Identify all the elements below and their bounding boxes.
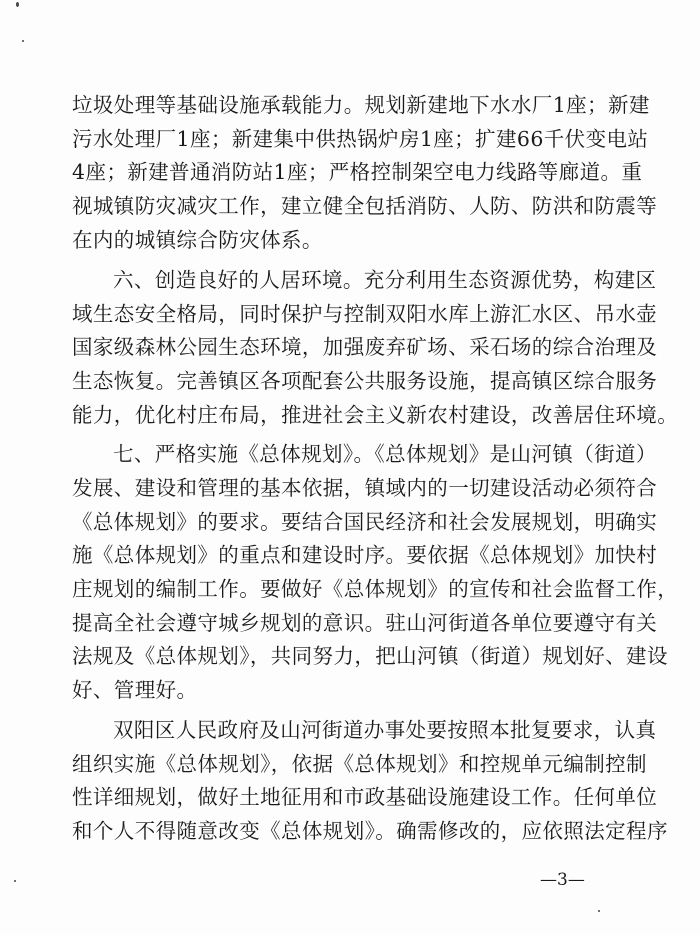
text-line: 组织实施《总体规划》，依据《总体规划》和控规单元编制控制 <box>72 752 647 776</box>
text-line: 提高全社会遵守城乡规划的意识。驻山河街道各单位要遵守有关 <box>72 611 658 635</box>
text-line: 好、管理好。 <box>72 678 198 702</box>
text-line: 4座；新建普通消防站1座；严格控制架空电力线路等廊道。重 <box>72 160 643 184</box>
page-number: —3— <box>540 870 585 890</box>
text-line: 国家级森林公园生态环境，加强废弃矿场、采石场的综合治理及 <box>72 335 658 359</box>
paragraph-heading-line: 七、严格实施《总体规划》。《总体规划》是山河镇（街道） <box>113 442 657 466</box>
scan-speck <box>598 910 600 912</box>
text-line: 《总体规划》的要求。要结合国民经济和社会发展规划，明确实 <box>72 510 658 534</box>
text-line: 庄规划的编制工作。要做好《总体规划》的宣传和社会监督工作， <box>72 577 679 601</box>
text-line: 在内的城镇综合防灾体系。 <box>72 228 323 252</box>
text-line: 能力，优化村庄布局，推进社会主义新农村建设，改善居住环境。 <box>72 403 679 427</box>
text-line: 生态恢复。完善镇区各项配套公共服务设施，提高镇区综合服务 <box>72 369 658 393</box>
text-line: 施《总体规划》的重点和建设时序。要依据《总体规划》加快村 <box>72 543 658 567</box>
text-line: 法规及《总体规划》，共同努力，把山河镇（街道）规划好、建设 <box>72 644 668 668</box>
scan-speck <box>14 880 16 882</box>
text-line: 视城镇防灾减灾工作，建立健全包括消防、人防、防洪和防震等 <box>72 194 658 218</box>
text-line: 污水处理厂1座；新建集中供热锅炉房1座；扩建66千伏变电站 <box>72 127 649 151</box>
scan-speck <box>22 40 24 42</box>
text-line: 和个人不得随意改变《总体规划》。确需修改的，应依照法定程序 <box>72 819 668 843</box>
text-line: 垃圾处理等基础设施承载能力。规划新建地下水水厂1座；新建 <box>72 93 650 117</box>
paragraph-first-line: 双阳区人民政府及山河街道办事处要按照本批复要求，认真 <box>113 718 657 742</box>
paragraph-heading-line: 六、创造良好的人居环境。充分利用生态资源优势，构建区 <box>113 268 657 292</box>
text-line: 域生态安全格局，同时保护与控制双阳水库上游汇水区、吊水壶 <box>72 302 658 326</box>
scan-speck <box>16 2 19 7</box>
text-line: 发展、建设和管理的基本依据，镇域内的一切建设活动必须符合 <box>72 476 658 500</box>
text-line: 性详细规划，做好土地征用和市政基础设施建设工作。任何单位 <box>72 785 658 809</box>
